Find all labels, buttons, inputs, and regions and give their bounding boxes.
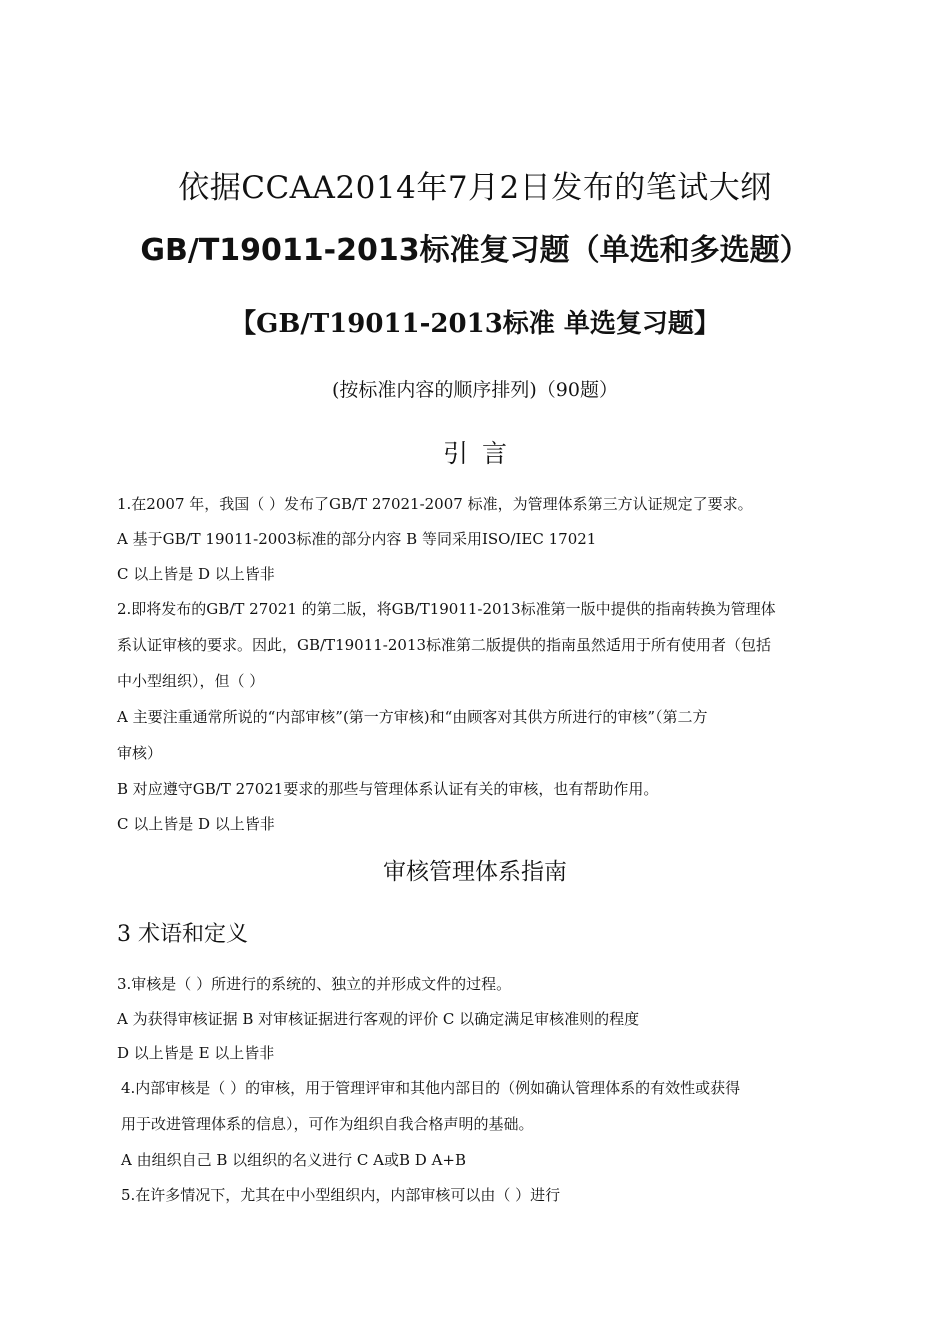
section-heading-guide: 审核管理体系指南	[383, 859, 567, 885]
question-2-stem-line-2: 系认证审核的要求。因此，GB/T19011-2013标准第二版提供的指南虽然适用于所有使用者（包括	[117, 636, 772, 654]
section-heading-intro: 引言	[442, 439, 521, 468]
document-title-line-1: 依据CCAA2014年7月2日发布的笔试大纲	[178, 170, 772, 206]
question-3-options-de: D 以上皆是 E 以上皆非	[117, 1044, 275, 1062]
question-2-option-a-line-2: 审核）	[117, 744, 163, 762]
question-2-option-b: B 对应遵守GB/T 27021要求的那些与管理体系认证有关的审核，也有帮助作用。	[117, 780, 659, 798]
question-2-stem-line-3: 中小型组织），但（ ）	[117, 672, 265, 690]
question-3-options-abc: A 为获得审核证据 B 对审核证据进行客观的评价 C 以确定满足审核准则的程度	[117, 1010, 640, 1028]
document-title-line-3: 【GB/T19011-2013标准 单选复习题】	[230, 309, 720, 339]
question-2-options-cd: C 以上皆是 D 以上皆非	[117, 815, 275, 833]
question-1-options-ab: A 基于GB/T 19011-2003标准的部分内容 B 等同采用ISO/IEC 17021	[117, 530, 597, 548]
question-2-stem-line-1: 2.即将发布的GB/T 27021 的第二版，将GB/T19011-2013标准第一版中提供的指南转换为管理体	[117, 600, 776, 618]
heading-terms-definitions: 3 术语和定义	[117, 922, 248, 947]
question-1-options-cd: C 以上皆是 D 以上皆非	[117, 565, 275, 583]
question-4-options: A 由组织自己 B 以组织的名义进行 C A或B D A+B	[121, 1151, 467, 1169]
question-4-stem-line-1: 4.内部审核是（ ）的审核，用于管理评审和其他内部目的（例如确认管理体系的有效性或获得	[121, 1079, 741, 1097]
question-5-stem: 5.在许多情况下，尤其在中小型组织内，内部审核可以由（ ）进行	[121, 1186, 561, 1204]
question-4-stem-line-2: 用于改进管理体系的信息），可作为组织自我合格声明的基础。	[121, 1115, 534, 1133]
document-title-line-2: GB/T19011-2013标准复习题（单选和多选题）	[140, 233, 810, 268]
question-2-option-a-line-1: A 主要注重通常所说的“内部审核”(第一方审核)和“由顾客对其供方所进行的审核”（第二方	[117, 708, 708, 726]
question-3-stem: 3.审核是（ ）所进行的系统的、独立的并形成文件的过程。	[117, 975, 512, 993]
document-subtitle: (按标准内容的顺序排列)（90题）	[331, 379, 618, 401]
question-1-stem: 1.在2007 年，我国（ ）发布了GB/T 27021-2007 标准，为管理体系第三方认证规定了要求。	[117, 495, 753, 513]
